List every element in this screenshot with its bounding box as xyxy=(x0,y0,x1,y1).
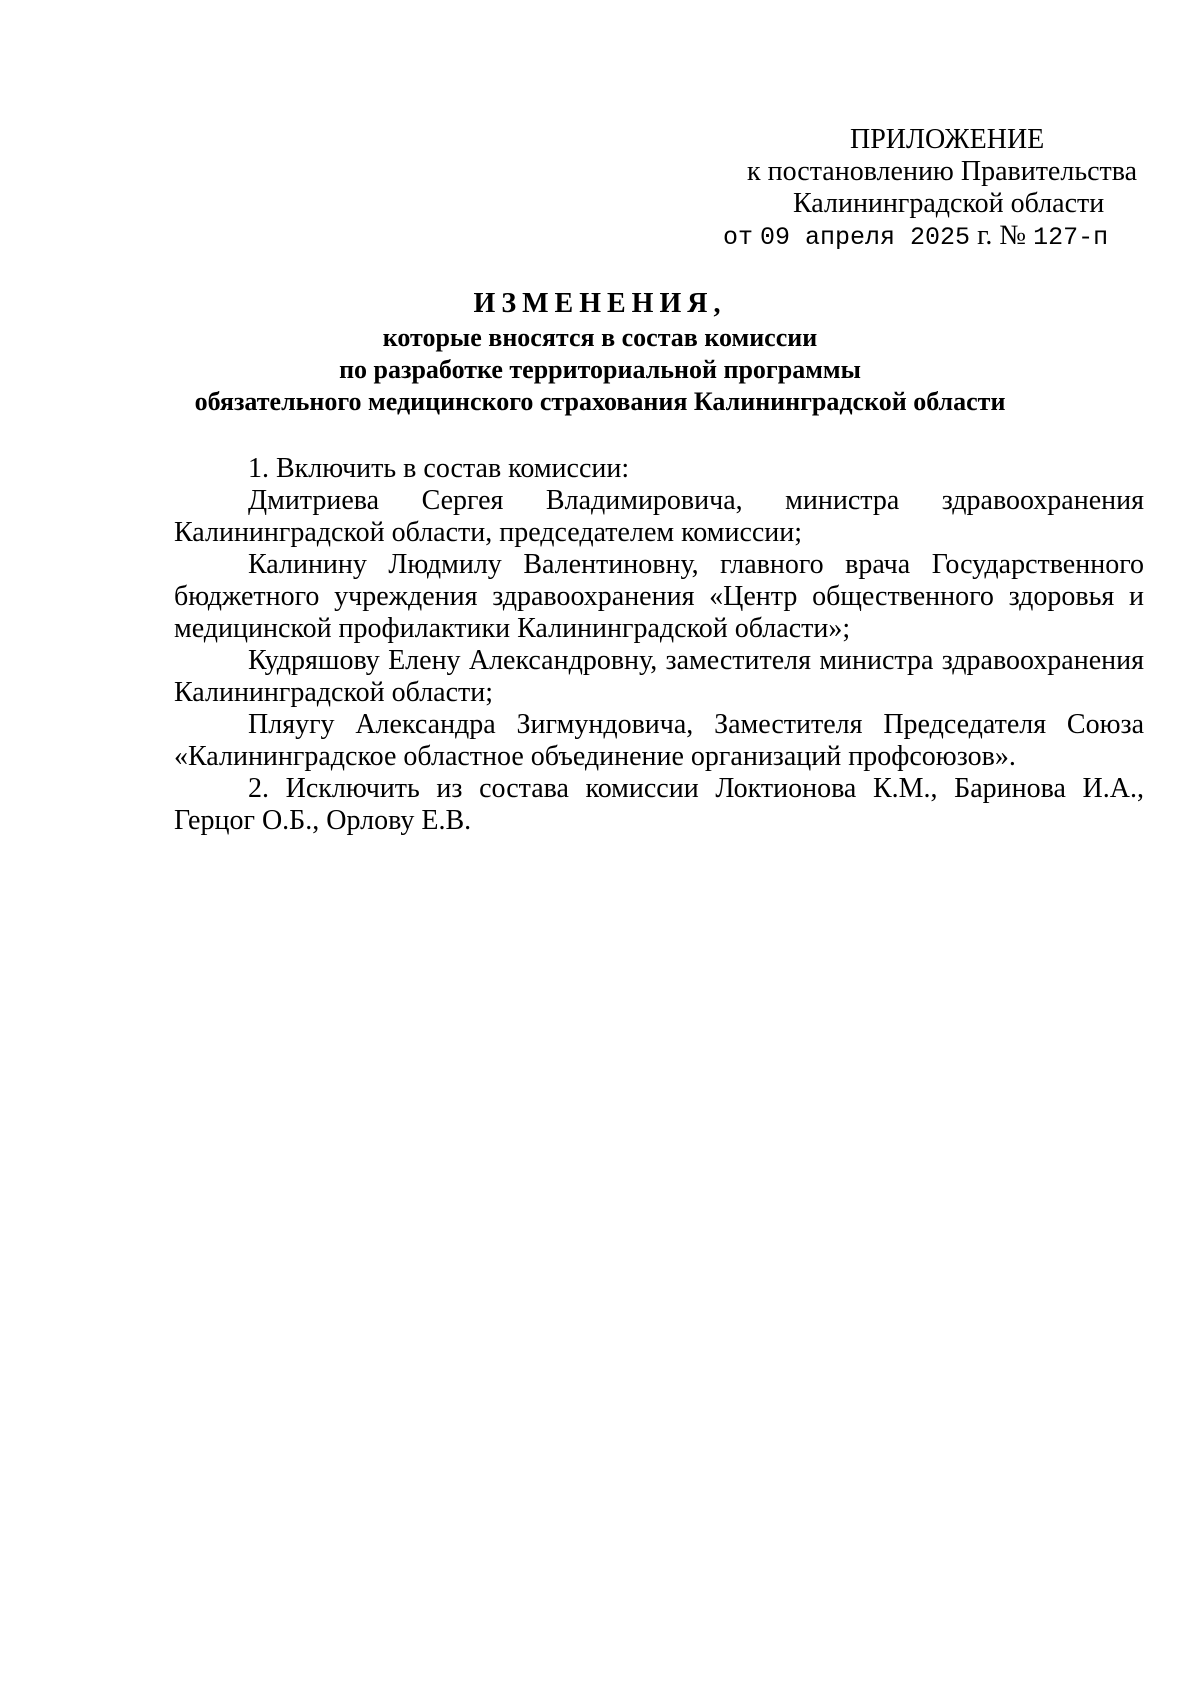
document-heading xyxy=(150,286,1050,418)
heading-subtitle-line-1: которые вносятся в состав комиссии xyxy=(382,323,818,352)
heading-title: ИЗМЕНЕНИЯ, xyxy=(473,288,727,319)
appendix-block xyxy=(700,124,1160,254)
date-prefix: от xyxy=(723,223,754,252)
appendix-line-1: к постановлению Правительства xyxy=(747,156,1138,187)
paragraph-member-kalinina: Калинину Людмилу Валентиновну, главного врача Государственного бюджетного учреждения здравоохранения «Центр общественного здоровья и медицинской профилактики Калининградской области»; xyxy=(174,549,1144,644)
paragraph-include-heading: 1. Включить в состав комиссии: xyxy=(248,453,630,484)
paragraph-member-dmitriev: Дмитриева Сергея Владимировича, министра здравоохранения Калининградской области, председателем комиссии; xyxy=(174,485,1144,548)
document-body xyxy=(174,453,1144,837)
heading-subtitle-line-2: по разработке территориальной программы xyxy=(339,355,861,384)
paragraph-exclude: 2. Исключить из состава комиссии Локтионова К.М., Баринова И.А., Герцог О.Б., Орлову Е.В. xyxy=(174,773,1144,836)
paragraph-member-plyauga: Пляугу Александра Зигмундовича, Заместителя Председателя Союза «Калининградское областное объединение организаций профсоюзов». xyxy=(174,709,1144,772)
appendix-line-2: Калининградской области xyxy=(793,188,1105,219)
date-value: 09 апреля 2025 xyxy=(760,223,971,252)
document-number: 127-п xyxy=(1033,223,1109,252)
heading-subtitle-line-3: обязательного медицинского страхования Калининградской области xyxy=(194,387,1006,416)
paragraph-member-kudryashova: Кудряшову Елену Александровну, заместителя министра здравоохранения Калининградской области; xyxy=(174,645,1144,708)
appendix-title: ПРИЛОЖЕНИЕ xyxy=(850,124,1045,155)
date-suffix: г. № xyxy=(977,220,1027,251)
appendix-date-line xyxy=(700,220,1160,254)
